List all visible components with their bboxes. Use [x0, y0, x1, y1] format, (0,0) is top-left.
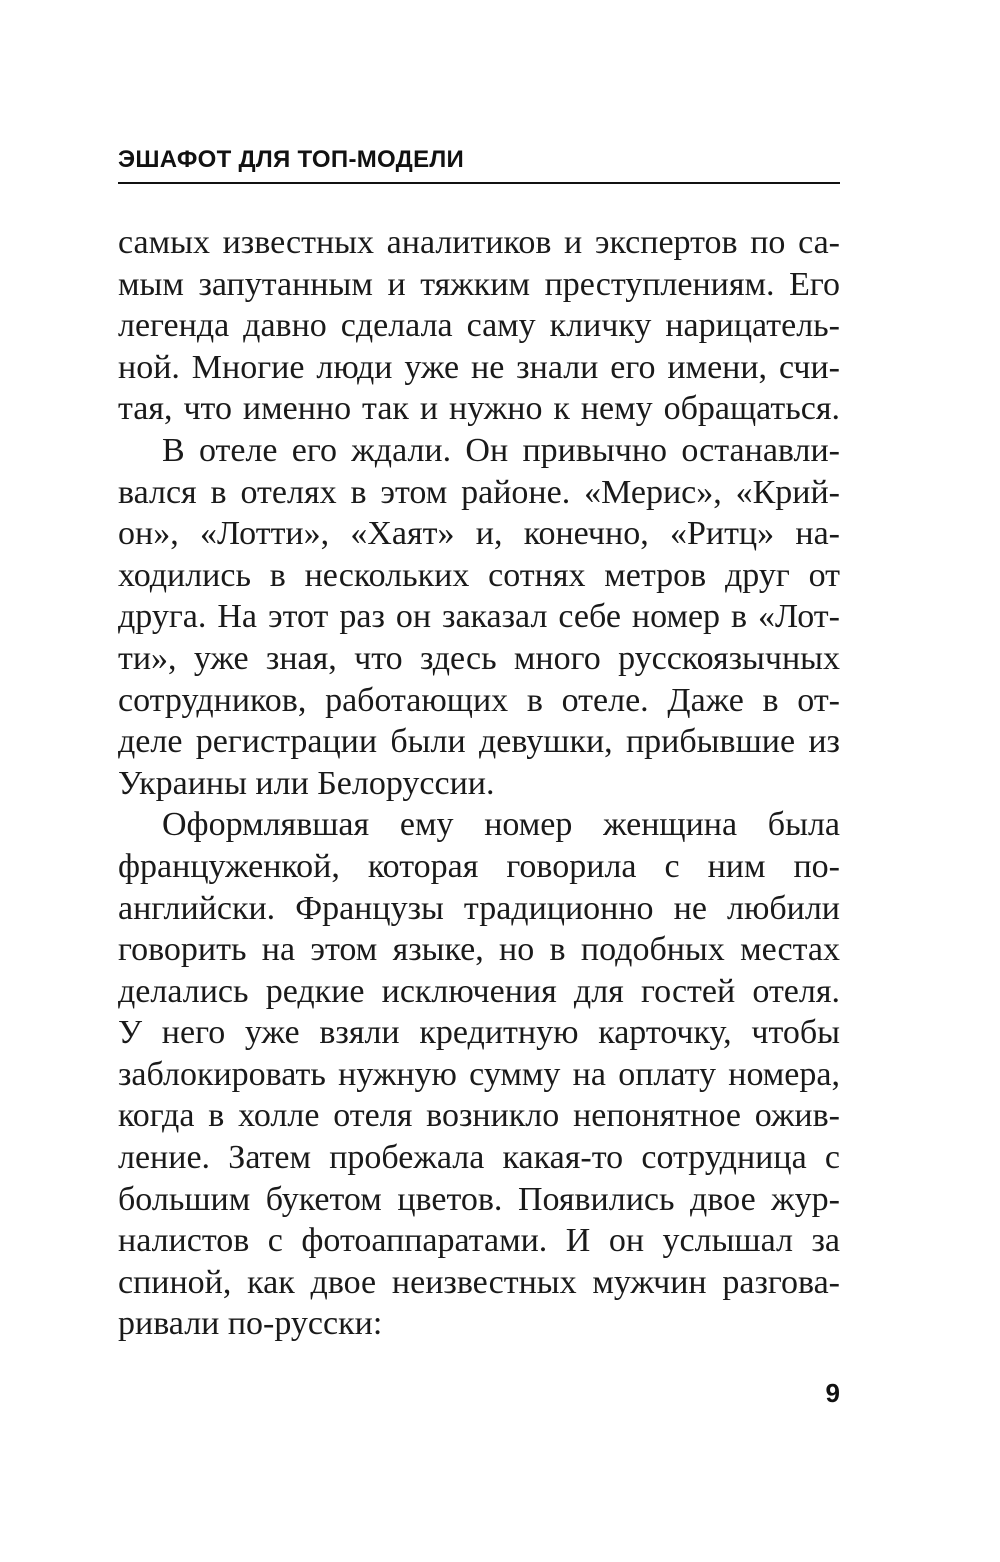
text-line: тая, что именно так и нужно к нему обращаться.	[118, 390, 840, 428]
text-line: вался в отелях в этом районе. «Мерис», «Крий-	[118, 473, 840, 511]
page-number: 9	[825, 1378, 840, 1408]
header-rule	[118, 182, 840, 184]
text-line: француженкой, которая говорила с ним по-	[118, 847, 840, 885]
text-line: большим букетом цветов. Появились двое жур-	[118, 1180, 840, 1218]
text-line: ление. Затем пробежала какая-то сотрудница с	[118, 1139, 840, 1177]
text-line: он», «Лотти», «Хаят» и, конечно, «Ритц» на-	[118, 515, 840, 553]
text-line: ходились в нескольких сотнях метров друг от	[118, 556, 840, 594]
text-line: Оформлявшая ему номер женщина была	[162, 806, 840, 844]
text-line: говорить на этом языке, но в подобных местах	[118, 931, 840, 969]
text-line: ной. Многие люди уже не знали его имени, счи-	[118, 348, 840, 386]
text-line: Украины или Белоруссии.	[118, 764, 495, 802]
text-line: спиной, как двое неизвестных мужчин разгова-	[118, 1263, 840, 1301]
text-line: друга. На этот раз он заказал себе номер в «Лот-	[118, 598, 840, 636]
text-line: самых известных аналитиков и экспертов по са-	[118, 224, 840, 261]
text-line: когда в холле отеля возникло непонятное ожив-	[118, 1097, 840, 1135]
text-line: легенда давно сделала саму кличку нарицатель-	[118, 307, 840, 345]
text-line: ти», уже зная, что здесь много русскоязычных	[118, 639, 840, 677]
body-text	[118, 222, 840, 1345]
text-line: В отеле его ждали. Он привычно останавли-	[162, 431, 840, 469]
text-line: сотрудников, работающих в отеле. Даже в от-	[118, 681, 840, 719]
text-line: налистов с фотоаппаратами. И он услышал за	[118, 1222, 840, 1260]
text-line: заблокировать нужную сумму на оплату номера,	[118, 1055, 840, 1093]
text-line: У него уже взяли кредитную карточку, чтобы	[118, 1014, 840, 1052]
text-line: деле регистрации были девушки, прибывшие из	[118, 723, 840, 761]
text-line: делались редкие исключения для гостей отеля.	[118, 972, 840, 1010]
text-line: ривали по-русски:	[118, 1305, 383, 1343]
text-line: английски. Французы традиционно не любили	[118, 889, 840, 927]
running-head: ЭШАФОТ ДЛЯ ТОП-МОДЕЛИ	[118, 146, 465, 173]
text-line: мым запутанным и тяжким преступлениям. Его	[118, 265, 840, 303]
